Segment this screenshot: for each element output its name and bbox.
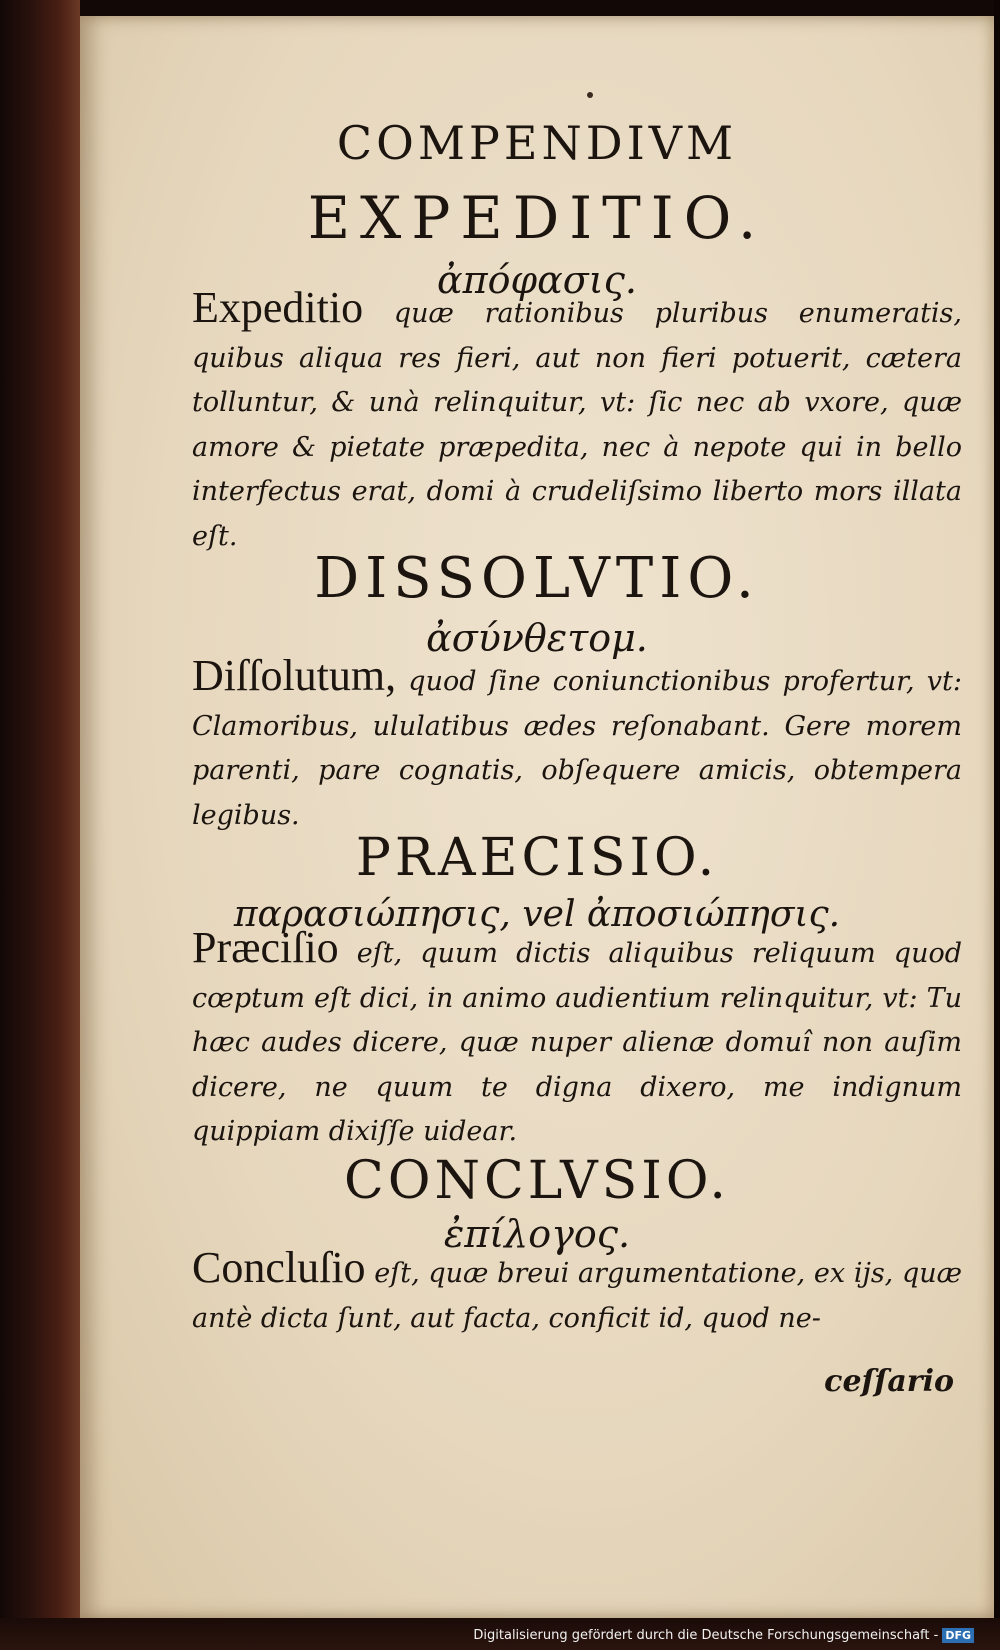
lead-word: Expeditio (192, 283, 364, 332)
paragraph-text: eſt, quum dictis aliquibus reliquum quod cœptum eſt dici, in animo audientium relinquitur, vt: Tu hæc audes dicere, quæ nuper alienæ domuî non auſim dicere, ne quum te digna dixero, me indignum quippiam dixiſſe uidear. (192, 938, 962, 1147)
greek-term-conclusio: ἐπίλογος. (443, 1212, 631, 1256)
section-heading-dissolutio: DISSOLVTIO. (314, 546, 760, 611)
greek-term-praecisio: παρασιώπησις, vel ἀποσιώπησις. (233, 894, 841, 935)
paragraph-conclusio (192, 1243, 962, 1341)
scan-border-top (0, 0, 1000, 16)
paragraph-expeditio (192, 283, 962, 559)
book-page (80, 16, 994, 1618)
credit-text: Digitalisierung gefördert durch die Deutsche Forschungsgemeinschaft - (473, 1628, 939, 1643)
catchword: ceſſario (824, 1364, 954, 1399)
scan-border-right (994, 0, 1000, 1650)
lead-word: Concluſio (192, 1243, 366, 1292)
paragraph-text: quæ rationibus pluribus enumeratis, quibus aliqua res fieri, aut non fieri potuerit, cætera tolluntur, & unà relinquitur, vt: ſic nec ab vxore, quæ amore & pietate præpedita, nec à nepote qui in bello interfectus erat, domi à crudeliſsimo liberto mors illata eſt. (192, 298, 962, 552)
digitization-credit (473, 1628, 974, 1643)
lead-word: Præciſio (192, 923, 339, 972)
paragraph-text: eſt, quæ breui argumentatione, ex ijs, quæ antè dicta ſunt, aut facta, conficit id, quod ne- (192, 1258, 962, 1334)
book-binding-edge (0, 0, 80, 1650)
greek-term-expeditio: ἀπόφασις. (437, 258, 637, 302)
section-heading-praecisio: PRAECISIO. (355, 828, 719, 888)
dfg-logo-badge[interactable]: DFG (942, 1628, 974, 1643)
ink-speck (587, 92, 593, 98)
lead-word: Diſſolutum, (192, 651, 397, 700)
paragraph-dissolutio (192, 651, 962, 838)
section-heading-conclusio: CONCLVSIO. (344, 1151, 730, 1211)
greek-term-dissolutio: ἀσύνθετομ. (426, 616, 648, 660)
section-heading-expeditio: EXPEDITIO. (307, 184, 767, 252)
running-head: COMPENDIVM (336, 116, 738, 170)
paragraph-praecisio (192, 923, 962, 1155)
paragraph-text: quod ſine coniunctionibus profertur, vt: Clamoribus, ululatibus ædes reſonabant. Gere morem parenti, pare cognatis, obſequere amicis, obtempera legibus. (192, 666, 962, 831)
